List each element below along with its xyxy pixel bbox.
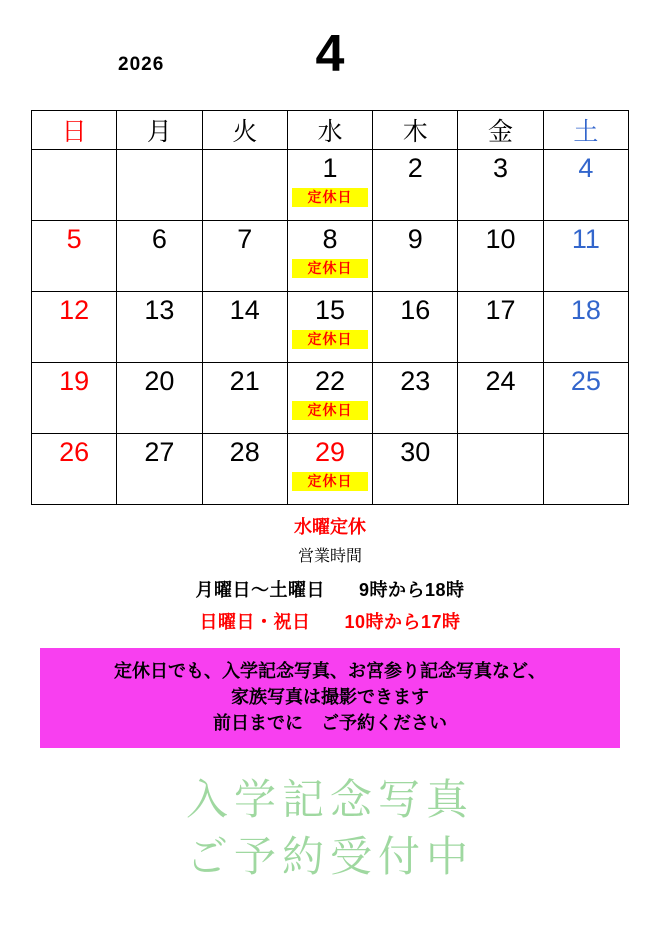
- day-number: 26: [59, 437, 90, 467]
- weekday-header-thu: 木: [373, 111, 458, 150]
- day-number: 17: [485, 295, 516, 325]
- calendar-cell[interactable]: [202, 434, 287, 505]
- calendar-cell[interactable]: [32, 221, 117, 292]
- banner-line-3: 前日までに ご予約ください: [213, 713, 447, 734]
- calendar-cell[interactable]: [117, 363, 202, 434]
- day-number: 22: [314, 366, 345, 396]
- day-number: 25: [570, 366, 601, 396]
- calendar-cell[interactable]: [202, 363, 287, 434]
- weekday-header-mon: 月: [117, 111, 202, 150]
- calendar-cell[interactable]: [202, 292, 287, 363]
- calendar-week-row: [32, 363, 629, 434]
- day-number: 1: [322, 153, 338, 183]
- closed-badge: 定休日: [292, 259, 368, 278]
- day-number: 14: [229, 295, 260, 325]
- weekday-header-sat: 土: [543, 111, 628, 150]
- calendar-cell[interactable]: [458, 150, 543, 221]
- bottom-promo-line-2: ご予約受付中: [185, 832, 474, 880]
- day-number: 6: [151, 224, 167, 254]
- calendar-cell[interactable]: [32, 434, 117, 505]
- closed-badge: 定休日: [292, 472, 368, 491]
- calendar-cell[interactable]: [458, 434, 543, 505]
- day-number: 15: [314, 295, 345, 325]
- day-number: [544, 434, 628, 437]
- calendar-cell[interactable]: [117, 221, 202, 292]
- regular-closing-day-note: 水曜定休: [294, 517, 366, 537]
- day-number: [203, 150, 287, 153]
- page-header: [0, 0, 660, 110]
- holiday-hours-label: 日曜日・祝日: [199, 612, 311, 632]
- weekday-header-wed: 水: [287, 111, 372, 150]
- calendar-cell[interactable]: [117, 150, 202, 221]
- announcement-banner: [40, 648, 620, 748]
- calendar-cell[interactable]: [543, 363, 628, 434]
- closed-badge: 定休日: [292, 330, 368, 349]
- notes-section: [0, 513, 660, 634]
- calendar-cell[interactable]: [287, 292, 372, 363]
- holiday-hours-line: [0, 608, 660, 634]
- calendar-cell[interactable]: [202, 150, 287, 221]
- day-number: 20: [144, 366, 175, 396]
- calendar-cell[interactable]: [32, 363, 117, 434]
- weekday-hours-line: [0, 576, 660, 602]
- day-number: 10: [485, 224, 516, 254]
- weekday-hours-label: 月曜日〜土曜日: [195, 580, 325, 600]
- day-number: 12: [59, 295, 90, 325]
- weekday-header-sun: 日: [32, 111, 117, 150]
- day-number: 8: [322, 224, 338, 254]
- day-number: 23: [400, 366, 431, 396]
- bottom-promo-line-1: 入学記念写真: [185, 776, 474, 824]
- day-number: 29: [314, 437, 345, 467]
- calendar-cell[interactable]: [543, 292, 628, 363]
- calendar-cell[interactable]: [373, 292, 458, 363]
- calendar-cell[interactable]: [373, 150, 458, 221]
- calendar-cell[interactable]: [373, 363, 458, 434]
- day-number: 16: [400, 295, 431, 325]
- day-number: 13: [144, 295, 175, 325]
- day-number: 2: [407, 153, 423, 183]
- calendar-week-row: [32, 434, 629, 505]
- day-number: 18: [570, 295, 601, 325]
- calendar-cell[interactable]: [543, 434, 628, 505]
- closed-badge: 定休日: [292, 401, 368, 420]
- calendar-cell[interactable]: [543, 150, 628, 221]
- day-number: 27: [144, 437, 175, 467]
- day-number: 30: [400, 437, 431, 467]
- calendar-cell[interactable]: [287, 363, 372, 434]
- calendar-cell[interactable]: [373, 434, 458, 505]
- calendar-cell[interactable]: [117, 434, 202, 505]
- closed-badge: 定休日: [292, 188, 368, 207]
- day-number: 21: [229, 366, 260, 396]
- calendar-cell[interactable]: [458, 221, 543, 292]
- calendar-cell[interactable]: [287, 221, 372, 292]
- calendar-cell[interactable]: [543, 221, 628, 292]
- weekday-header-tue: 火: [202, 111, 287, 150]
- day-number: 3: [493, 153, 509, 183]
- weekday-header-fri: 金: [458, 111, 543, 150]
- calendar-cell[interactable]: [287, 150, 372, 221]
- day-number: 19: [59, 366, 90, 396]
- day-number: 24: [485, 366, 516, 396]
- calendar-cell[interactable]: [287, 434, 372, 505]
- holiday-hours-value: 10時から17時: [344, 612, 461, 632]
- day-number: 11: [571, 224, 600, 254]
- day-number: 7: [237, 224, 253, 254]
- calendar-cell[interactable]: [202, 221, 287, 292]
- day-number: 9: [407, 224, 423, 254]
- day-number: 5: [66, 224, 82, 254]
- calendar-week-row: [32, 221, 629, 292]
- calendar-cell[interactable]: [32, 150, 117, 221]
- day-number: 28: [229, 437, 260, 467]
- banner-line-2: 家族写真は撮影できます: [231, 687, 429, 708]
- year-label: 2026: [118, 54, 165, 75]
- day-number: [117, 150, 201, 153]
- banner-line-1: 定休日でも、入学記念写真、お宮参り記念写真など、: [114, 661, 546, 681]
- day-number: [458, 434, 542, 437]
- weekday-hours-value: 9時から18時: [358, 580, 465, 600]
- calendar-cell[interactable]: [373, 221, 458, 292]
- business-hours-title: 営業時間: [297, 548, 362, 565]
- calendar-cell[interactable]: [458, 292, 543, 363]
- day-number: [32, 150, 116, 153]
- calendar-week-row: [32, 150, 629, 221]
- calendar-week-row: [32, 292, 629, 363]
- calendar-header-row: [32, 111, 629, 150]
- day-number: 4: [578, 153, 594, 183]
- month-label: 4: [315, 25, 345, 83]
- calendar-cell[interactable]: [458, 363, 543, 434]
- calendar-cell[interactable]: [117, 292, 202, 363]
- bottom-promo: [0, 772, 660, 885]
- calendar-container: [31, 110, 629, 505]
- calendar-cell[interactable]: [32, 292, 117, 363]
- calendar-table: [31, 110, 629, 505]
